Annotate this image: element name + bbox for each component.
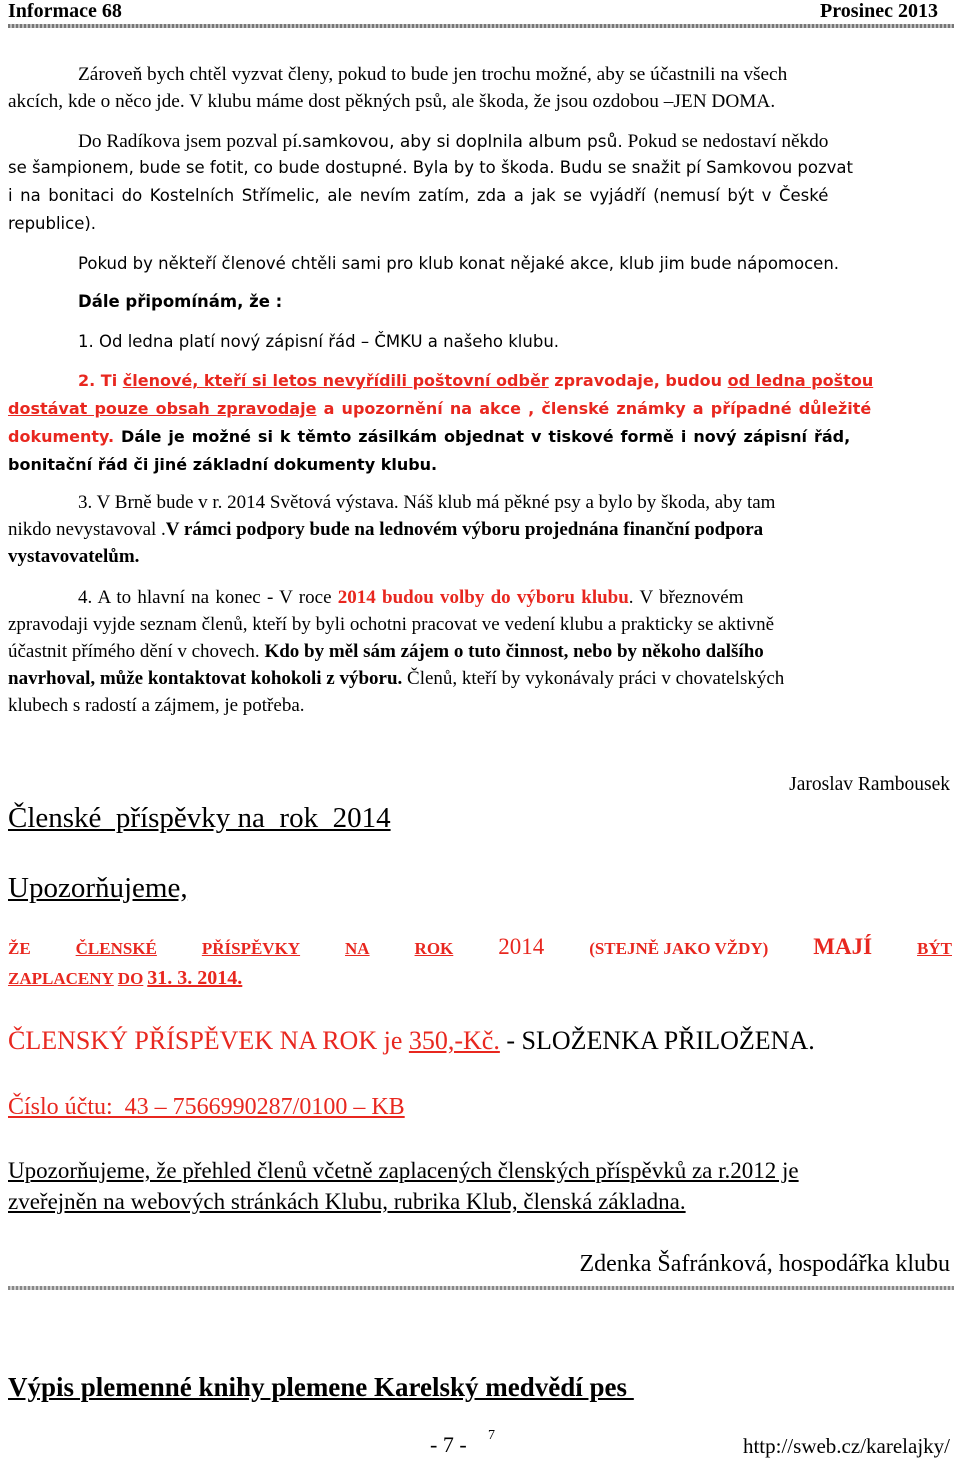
signature-rambousek: Jaroslav Rambousek [789, 774, 950, 795]
heading-stud-book: Výpis plemenné knihy plemene Karelský medvědí pes [8, 1372, 634, 1402]
item-2-line3 [8, 423, 850, 451]
item-4-line5: klubech s radostí a zájmem, je potřeba. [8, 695, 305, 716]
item-4-b: 2014 budou volby do výboru klubu [337, 587, 629, 608]
item-2-line1 [78, 367, 873, 395]
item-3-line3: vystavovatelům. [8, 546, 140, 567]
item-2-c: zpravodaje, budou [548, 371, 728, 390]
item-4-l4b: Členů, kteří by vykonávaly práci v chovatelských [402, 668, 785, 689]
p2-l2b: Byla by to škoda. [407, 158, 555, 177]
p2-l2a: se šampionem, bude se fotit, co bude dostupné. [8, 158, 408, 177]
p2-a: Do Radíkova jsem pozval pí. [78, 131, 303, 152]
p2-line3: i na bonitaci do Kostelních Střímelic, ale nevím zatím, zda a jak se vyjádří (nemusí být v České [8, 186, 829, 205]
item-3-b: nikdo nevystavoval . [8, 519, 166, 540]
signature-safrankova: Zdenka Šafránková, hospodářka klubu [579, 1251, 950, 1277]
p2-line2 [8, 154, 853, 182]
item-4-l3a: účastnit přímého dění v chovech. [8, 641, 265, 662]
item-2-a: Ti [100, 371, 123, 390]
item-2-line4: bonitační řád či jiné základní dokumenty klubu. [8, 455, 438, 474]
p2-b: samkovou, aby si doplnila album psů. [302, 132, 623, 152]
item-2-d: od ledna poštou [727, 371, 874, 390]
notice-g: (STEJNĚ JAKO VŽDY) [589, 939, 769, 958]
p2-l2c: Budu se snažit pí Samkovou pozvat [554, 158, 853, 177]
p2-line1 [78, 128, 828, 156]
p1-line1: Zároveň bych chtěl vyzvat členy, pokud to bude jen trochu možné, aby se účastnili na všech [78, 64, 788, 85]
header-rule [8, 24, 954, 28]
p2-c: Pokud se nedostaví někdo [622, 131, 829, 152]
item-4-line1 [78, 587, 744, 609]
p4-reminder: Dále připomínám, že : [78, 292, 283, 311]
item-4-line2: zpravodaji vyjde seznam členů, kteří by byli ochotni pracovat ve vedení klubu a prakticky se aktivně [8, 614, 775, 635]
notice-f: 2014 [498, 934, 545, 959]
fee-notice-line2 [8, 967, 242, 990]
footer-url[interactable]: http://sweb.cz/karelajky/ [742, 1434, 950, 1458]
page-superscript: 7 [488, 1428, 495, 1443]
notice-l: 31. 3. 2014. [147, 967, 243, 989]
item-3-line2 [8, 519, 763, 541]
item-4-l4a: navrhoval, může kontaktovat kohokoli z výboru. [8, 668, 403, 689]
fee-a: ČLENSKÝ PŘÍSPĚVEK NA ROK je [8, 1026, 409, 1055]
item-2-e: dostávat pouze obsah zpravodaje [8, 399, 317, 418]
notice-c: PŘÍSPĚVKY [201, 939, 301, 958]
notice-j: ZAPLACENY [8, 969, 114, 988]
fee-c: - SLOŽENKA PŘILOŽENA. [499, 1026, 815, 1055]
notice-i: BÝT [917, 939, 952, 958]
notice-h: MAJÍ [813, 934, 873, 959]
overview-line2: zveřejněn na webových stránkách Klubu, rubrika Klub, členská základna. [8, 1189, 686, 1214]
header-title: Informace 68 [8, 0, 122, 22]
heading-fees-2014: Členské příspěvky na rok 2014 [8, 802, 391, 834]
section-divider [8, 1286, 954, 1290]
header-date: Prosinec 2013 [820, 0, 938, 22]
bank-account: Číslo účtu: 43 – 7566990287/0100 – KB [8, 1094, 405, 1120]
notice-d: NA [345, 939, 370, 958]
item-2-line2 [8, 395, 871, 423]
item-3-line1: 3. V Brně bude v r. 2014 Světová výstava. Náš klub má pěkné psy a bylo by škoda, aby tam [78, 492, 776, 513]
item-4-l3b: Kdo by měl sám zájem o tuto činnost, nebo by někoho dalšího [264, 641, 764, 662]
item-4-line3 [8, 641, 764, 663]
item-4-c: . V březnovém [628, 587, 744, 608]
fee-amount-line [8, 1026, 815, 1056]
notice-b: ČLENSKÉ [75, 939, 157, 958]
item-2-h: Dále je možné si k těmto zásilkám objednat v tiskové formě i nový zápisní řád, [114, 427, 851, 446]
item-1: 1. Od ledna platí nový zápisní řád – ČMKU a našeho klubu. [78, 332, 560, 351]
item-2-f: a upozornění na akce , členské známky a případné důležité [316, 399, 872, 418]
p3: Pokud by někteří členové chtěli sami pro klub konat nějaké akce, klub jim bude nápomocen. [78, 254, 840, 273]
p2-line4: republice). [8, 214, 97, 233]
item-4-a: 4. A to hlavní na konec - V roce [78, 587, 338, 608]
item-2-num: 2. [78, 371, 101, 390]
notice-k: DO [117, 969, 144, 988]
fee-notice-line1 [8, 934, 952, 960]
overview-line1: Upozorňujeme, že přehled členů včetně zaplacených členských příspěvků za r.2012 je [8, 1158, 799, 1183]
p1-line2: akcích, kde o něco jde. V klubu máme dost pěkných psů, ale škoda, že jsou ozdobou –JEN DOMA. [8, 91, 776, 112]
item-3-c: V rámci podpory bude na lednovém výboru projednána finanční podpora [165, 519, 764, 540]
page-number: - 7 - [430, 1432, 467, 1457]
notice-e: ROK [414, 939, 454, 958]
notice-a: ŽE [8, 939, 31, 958]
heading-notice: Upozorňujeme, [8, 872, 188, 904]
item-2-b: členové, kteří si letos nevyřídili poštovní odběr [122, 371, 549, 390]
item-4-line4 [8, 668, 784, 690]
item-2-g: dokumenty. [8, 427, 115, 446]
fee-b: 350,-Kč. [408, 1026, 500, 1055]
